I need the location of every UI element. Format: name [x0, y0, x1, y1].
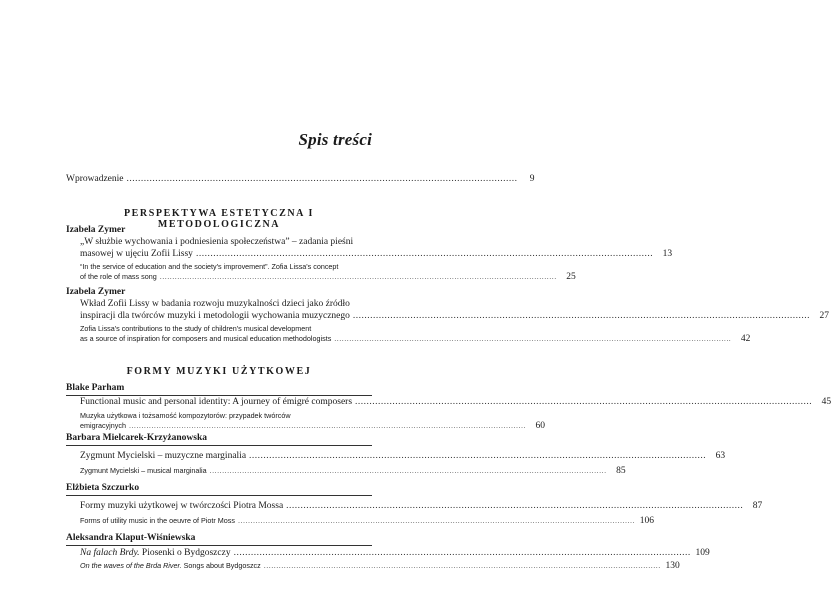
entry-title: masowej w ujęciu Zofii Lissy	[80, 249, 193, 259]
entry-title: Functional music and personal identity: A journey of émigré composers	[80, 397, 353, 407]
entry-title-italic: Na falach Brdy.	[80, 548, 140, 558]
toc-entry-en[interactable]	[80, 561, 680, 571]
toc-entry-en[interactable]	[80, 466, 626, 476]
dot-leader: ...............................................................................................................................................................	[352, 311, 811, 321]
entry-title	[80, 548, 231, 558]
page-number: 13	[662, 249, 673, 259]
author-name: Aleksandra Klaput-Wiśniewska	[66, 533, 196, 543]
dot-leader: ...............................................................................................................................................................	[128, 421, 526, 430]
entry-title-en: Forms of utility music in the oeuvre of Piotr Moss	[80, 516, 235, 525]
toc-entry-en[interactable]	[80, 272, 576, 282]
section-heading: FORMY MUZYKI UŻYTKOWEJ	[126, 366, 312, 377]
toc-entry-en[interactable]	[80, 516, 654, 526]
page-number: 109	[695, 548, 710, 558]
toc-entry[interactable]	[80, 501, 763, 511]
page-title: Spis treści	[298, 130, 372, 149]
entry-title-en[interactable]: “In the service of education and the society's improvement”. Zofia Lissa's concept	[80, 262, 339, 271]
dot-leader: ...............................................................................................................................................................	[195, 249, 654, 259]
page-number: 60	[535, 421, 545, 431]
page-number: 45	[821, 397, 831, 407]
dot-leader: ...............................................................................................................................................................	[334, 334, 732, 343]
entry-title-en: as a source of inspiration for composers and musical education methodologists	[80, 334, 332, 343]
toc-entry[interactable]	[80, 397, 831, 407]
dot-leader: ...............................................................................................................................................................	[355, 397, 813, 407]
page-number: 9	[529, 174, 535, 184]
page-number: 63	[715, 451, 726, 461]
entry-title-en	[80, 561, 261, 570]
toc-entry[interactable]	[80, 451, 726, 461]
entry-title: Wprowadzenie	[66, 174, 124, 184]
entry-title-alt[interactable]: Muzyka użytkowa i tożsamość kompozytorów: przypadek twórców	[80, 411, 291, 420]
divider	[66, 445, 372, 446]
dot-leader: ........................................................................................................................................	[126, 174, 518, 184]
entry-title-en: of the role of mass song	[80, 272, 157, 281]
toc-entry[interactable]	[80, 548, 710, 558]
entry-title-rest: Songs about Bydgoszcz	[181, 561, 261, 570]
toc-entry-intro[interactable]	[66, 174, 535, 184]
entry-title-en[interactable]: Zofia Lissa's contributions to the study of children's musical development	[80, 324, 312, 333]
dot-leader: ...............................................................................................................................................................	[237, 516, 635, 525]
entry-title[interactable]: „W służbie wychowania i podniesienia społeczeństwa” – zadania pieśni	[80, 237, 354, 247]
entry-title-italic: On the waves of the Brda River.	[80, 561, 182, 570]
toc-entry[interactable]	[80, 311, 830, 321]
page-number: 85	[616, 466, 626, 476]
divider	[66, 545, 372, 546]
dot-leader: ...............................................................................................................................................................	[159, 272, 557, 281]
author-name: Barbara Mielcarek-Krzyżanowska	[66, 433, 207, 443]
author-name: Izabela Zymer	[66, 287, 126, 297]
page-number: 130	[665, 561, 680, 571]
toc-entry[interactable]	[80, 249, 673, 259]
page-number: 25	[566, 272, 576, 282]
page-number: 87	[752, 501, 763, 511]
dot-leader: ...............................................................................................................................................................	[249, 451, 707, 461]
dot-leader: ...............................................................................................................................................................	[263, 561, 661, 570]
author-name: Elżbieta Szczurko	[66, 483, 140, 493]
entry-title[interactable]: Wkład Zofii Lissy w badania rozwoju muzykalności dzieci jako źródło	[80, 299, 350, 309]
entry-title: Formy muzyki użytkowej w twórczości Piotra Mossa	[80, 501, 284, 511]
entry-title-en: Zygmunt Mycielski – musical marginalia	[80, 466, 207, 475]
entry-title: Zygmunt Mycielski – muzyczne marginalia	[80, 451, 247, 461]
divider	[66, 495, 372, 496]
entry-title: inspiracji dla twórców muzyki i metodologii wychowania muzycznego	[80, 311, 350, 321]
page-number: 106	[639, 516, 654, 526]
toc-entry-alt[interactable]	[80, 421, 545, 431]
entry-title-rest: Piosenki o Bydgoszczy	[139, 548, 231, 558]
dot-leader: ...............................................................................................................................................................	[209, 466, 607, 475]
author-name: Izabela Zymer	[66, 225, 126, 235]
dot-leader: ...............................................................................................................................................................	[286, 501, 744, 511]
author-name: Blake Parham	[66, 383, 125, 393]
page-number: 27	[819, 311, 830, 321]
entry-title-alt: emigracyjnych	[80, 421, 126, 430]
divider	[66, 395, 372, 396]
section-heading: PERSPEKTYWA ESTETYCZNA I METODOLOGICZNA	[123, 208, 315, 230]
dot-leader: ...............................................................................................................................................................	[233, 548, 691, 558]
page-number: 42	[740, 334, 751, 344]
toc-entry-en[interactable]	[80, 334, 751, 344]
